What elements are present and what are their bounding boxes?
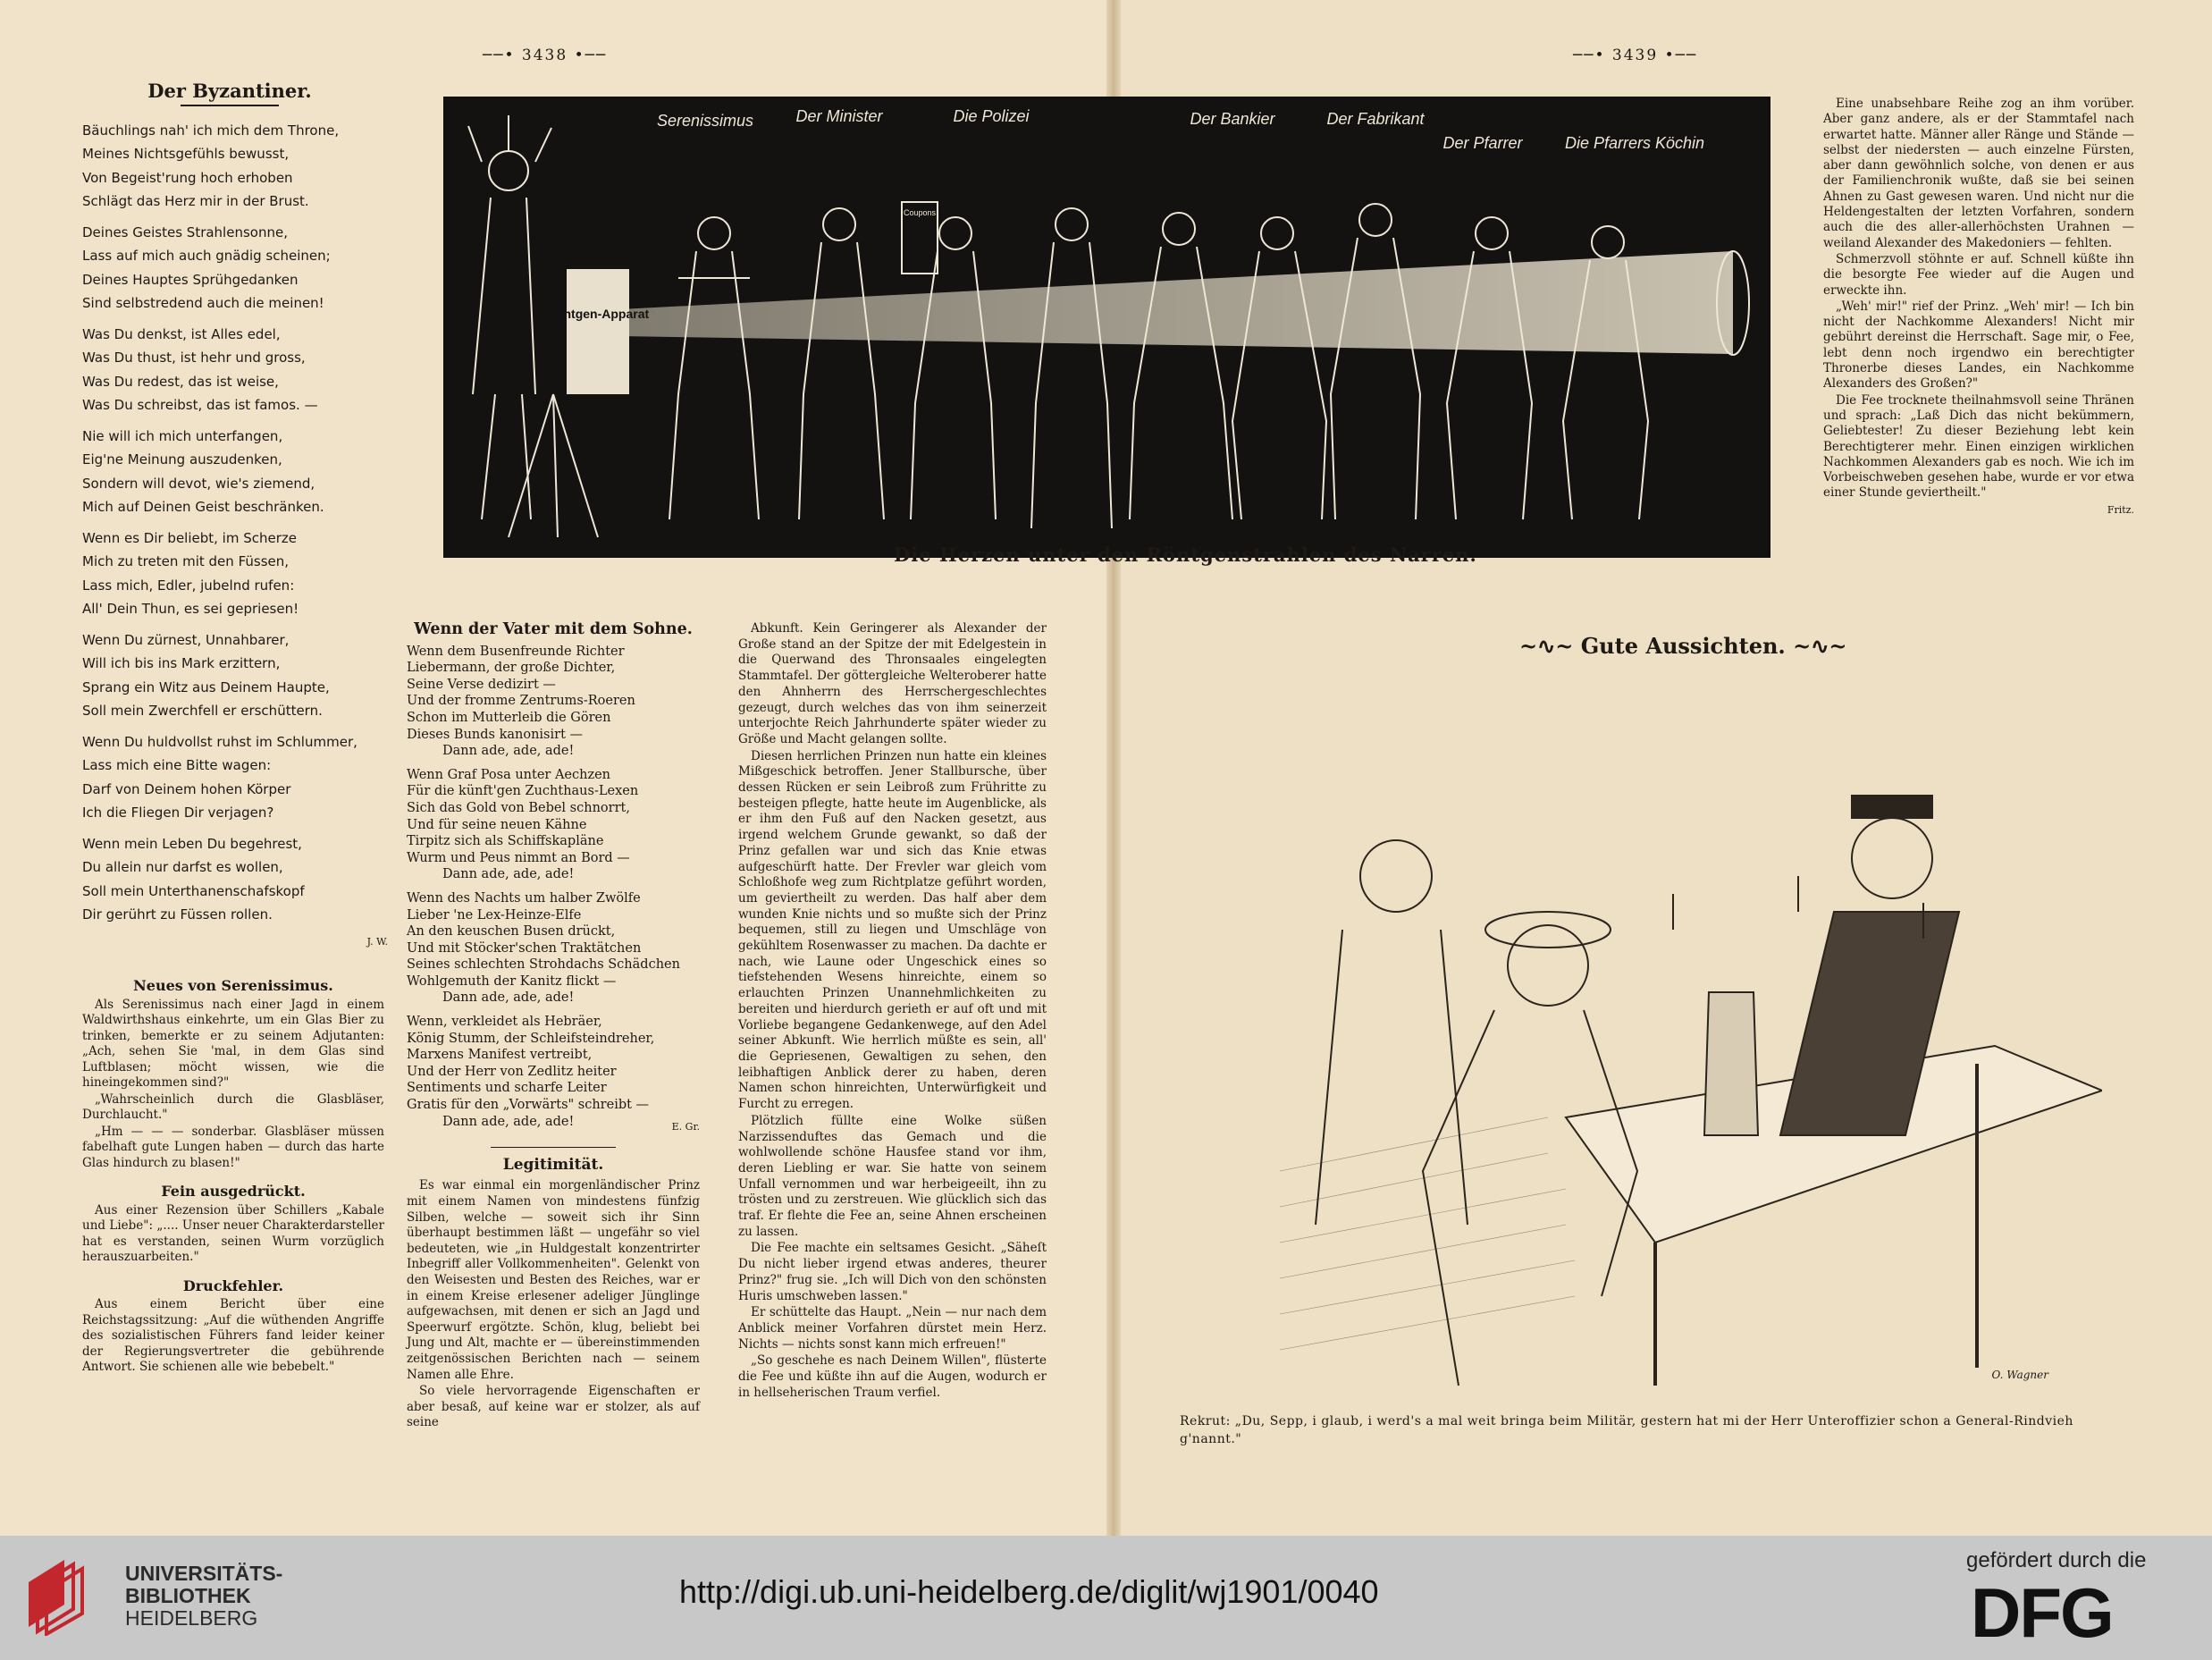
stanza [82,527,377,621]
label-minister: Der Minister [795,107,883,125]
poem-line: Dann ade, ade, ade! [442,1114,575,1129]
poem-line: Deines Hauptes Sprühgedanken [82,271,299,288]
label-pfarrer: Der Pfarrer [1442,134,1523,152]
vater-article [407,621,700,1432]
stanza [407,767,700,883]
poem-line: Soll mein Unterthanenschafskopf [82,882,305,899]
stanza [82,730,377,825]
paragraph: Es war einmal ein morgenländischer Prinz mit einem Namen von mindestens fünfzig Silben, welche — soweit sich ihr Sinn überhaupt bestimmen läßt — ungefähr so viel bedeuteten, wie „in Huldgestalt konzentrirter Inbegriff aller Vollkommenheiten". Gelenkt von den Weisesten und Besten des Reiches, war er in einem Kreise erlesener adeliger Jünglinge aufgewachsen, mit denen er sich an Jagd und Speerwurf ergötzte. Schön, klug, beliebt bei Jung und Alt, machte er — übereinstimmenden zeitgenössischen Berichten nach — seinem Namen alle Ehre. [407,1178,700,1382]
poem-line: Lass mich eine Bitte wagen: [82,757,272,773]
poem-line: Wenn, verkleidet als Hebräer, [407,1015,602,1030]
source-url-link[interactable]: http://digi.ub.uni-heidelberg.de/diglit/wj1901/0040 [679,1573,1379,1610]
poem-line: Lieber 'ne Lex-Heinze-Elfe [407,907,582,923]
byzantiner-title: Der Byzantiner. [147,80,312,102]
poem-line: Sind selbstredend auch die meinen! [82,295,324,311]
poem-line: Wenn Du zürnest, Unnahbarer, [82,631,290,648]
poem-line: Will ich bis ins Mark erzittern, [82,655,281,671]
serenissimus-text [82,998,384,1172]
poem-line: Wenn es Dir beliebt, im Scherze [82,529,297,546]
poem-line: Was Du redest, das ist weise, [82,373,279,390]
coupons-label: Coupons [903,208,937,217]
page-number-left: ──• 3438 •── [483,46,608,64]
stanza [407,890,700,1007]
poem-line: Für die künft'gen Zuchthaus-Lexen [407,784,639,799]
poem-line: Und für seine neuen Kähne [407,817,587,832]
paragraph: „Hm — — — sonderbar. Glasbläser müssen fabelhaft gute Lungen haben — durch das harte Glas hindurch zu blasen!" [82,1124,384,1170]
poem-line: Dann ade, ade, ade! [442,990,575,1006]
camera-label: Röntgen-Apparat [546,307,650,321]
gute-illustration [1280,670,2102,1412]
byzantiner-signature: J. W. [366,936,388,948]
story-signature: Fritz. [2107,503,2134,516]
poem-line: Lass mich, Edler, jubelnd rufen: [82,577,295,594]
stanza [82,628,377,723]
poem-line: Sich das Gold von Bebel schnorrt, [407,800,630,815]
poem-line: Meines Nichtsgefühls bewusst, [82,146,290,162]
poem-line: Eig'ne Meinung auszudenken, [82,451,282,468]
stanza [407,1014,700,1130]
poem-line: Wenn Graf Posa unter Aechzen [407,767,611,782]
poem-line: Wohlgemuth der Kanitz flickt — [407,973,617,989]
roentgen-caption: Die Herzen unter den Röntgenstrahlen des Narren. [894,544,1477,566]
paragraph: So viele hervorragende Eigenschaften er aber besaß, auf keine war er stolzer, als auf seine [407,1384,700,1430]
footer-bar [0,1536,2212,1660]
poem-line: Gratis für den „Vorwärts" schreibt — [407,1098,650,1113]
paragraph: „So geschehe es nach Deinem Willen", flüsterte die Fee und küßte ihn auf die Augen, wodurch er in hellseherischen Traum verfiel. [738,1353,1047,1400]
roentgen-drawing [446,99,1768,555]
poem-line: Was Du thust, ist hehr und gross, [82,350,306,366]
label-fabrikant: Der Fabrikant [1326,110,1425,128]
stanza [82,832,377,927]
poem-line: Von Begeist'rung hoch erhoben [82,169,293,186]
gute-drawing [1280,670,2102,1412]
poem-line: Seine Verse dedizirt — [407,677,556,692]
poem-line: Du allein nur darfst es wollen, [82,859,283,875]
poem-line: Und der Herr von Zedlitz heiter [407,1064,617,1079]
poem-line: Und mit Stöcker'schen Traktätchen [407,940,642,956]
legitimitaet-text [407,1178,700,1431]
stanza [82,323,377,417]
poem-line: Dann ade, ade, ade! [442,744,575,759]
stanza [82,425,377,519]
byzantiner-article [82,80,388,948]
poem-line: An den keuschen Busen drückt, [407,924,616,940]
poem-line: König Stumm, der Schleifsteindreher, [407,1031,655,1046]
poem-line: Marxens Manifest vertreibt, [407,1048,593,1063]
paragraph: „Weh' mir!" rief der Prinz. „Weh' mir! — Ich bin nicht der Nachkomme Alexanders! Nicht mir gebührt dereinst die Herrschaft. Sage mir, o Fee, lebt denn noch irgendwo ein berechtigter Thronerbe dieses Landes, ein Nachkomme Alexanders des Großen?" [1823,299,2134,392]
poem-line: Dir gerührt zu Füssen rollen. [82,906,273,923]
druckfehler-title: Druckfehler. [182,1277,284,1294]
paragraph: Als Serenissimus nach einer Jagd in einem Waldwirthshaus einkehrte, um ein Glas Bier zu trinken, bemerkte er zu seinem Adjutanten: „Ach, sehen Sie 'mal, in dem Glas sind Luftblasen; möcht wissen, wie die hineingekommen sind?" [82,997,384,1090]
byzantiner-poem [82,119,377,927]
paragraph: Eine unabsehbare Reihe zog an ihm vorüber. Aber ganz andere, als er der Stammtafel nach erwartet hatte. Männer aller Ränge und Stände — selbst der niedersten — auch einzelne Fürsten, aber dann gewöhnlich solche, von denen er aus der Familienchronik wußte, daß sie bei seinen Ahnen zu Gast gewesen waren. Und nicht nur die Heldengestalten der letzten Vorfahren, sondern auch die des aller-allerhöchsten Urahnen — weiland Alexander des Makedoniers — fehlten. [1823,97,2134,250]
poem-line: Ich die Fliegen Dir verjagen? [82,805,274,821]
vater-signature: E. Gr. [671,1121,700,1133]
fein-text: Aus einer Rezension über Schillers „Kabale und Liebe": „.... Unser neuer Charakterdarsteller hat es verstanden, seinen Wurm vorzüglich herauszuarbeiten." [82,1202,384,1264]
poem-line: Wenn des Nachts um halber Zwölfe [407,890,641,906]
poem-line: Nie will ich mich unterfangen, [82,427,283,444]
poem-line: Lass auf mich auch gnädig scheinen; [82,248,331,264]
poem-line: Sondern will devot, wie's ziemend, [82,475,315,492]
divider [491,1147,616,1148]
poem-line: Schlägt das Herz mir in der Brust. [82,193,309,209]
poem-line: Wenn dem Busenfreunde Richter [407,644,625,659]
artist-signature: O. Wagner [1991,1369,2048,1381]
story-continuation [1823,97,2134,518]
abkunft-text [738,621,1047,1401]
poem-line: Sentiments und scharfe Leiter [407,1081,607,1096]
roentgen-illustration [443,97,1770,558]
poem-line: Sprang ein Witz aus Deinem Haupte, [82,678,330,695]
abkunft-column [738,621,1047,1402]
dfg-logo: DFG [1971,1573,2113,1652]
poem-line: Dann ade, ade, ade! [442,867,575,882]
paragraph: Diesen herrlichen Prinzen nun hatte ein kleines Mißgeschick betroffen. Jener Stallbursche, über dessen Rücken er sein Leibroß zum Frühritte zu besteigen pflegte, hatte heute im Augenblicke, als er ihm den Fuß auf den Nacken gesetzt, aus irgend welchem Grunde gewankt, so daß der Prinz gefallen war und sich das Knie etwas aufgeschürft hatte. Der Frevler war gleich vom Schloßhofe weg zum Richtplatze geführt worden, um geviertheilt zu werden. Das half aber dem wunden Knie nichts und so mußte sich der Prinz bequemen, still zu liegen und Umschläge von gekühltem Rosenwasser zu machen. Da dachte er nach, wie Laune oder Ungeschick eines so tiefstehenden Wesens hinreichte, einem so erlauchten Prinzen Unannehmlichkeiten zu bereiten und hierdurch gerieth er auf oft und mit Vorliebe begangene Gedankenwege, auf den Adel seiner Abkunft. Wie herrlich müßte es sein, all' die Gepriesenen, Gewaltigen zu sehen, den leibhaftigen Anblick derer zu haben, deren Namen schon hinreichten, Unterwürfigkeit und Furcht zu erregen. [738,748,1047,1112]
label-serenissimus: Serenissimus [656,112,754,130]
paragraph: Er schüttelte das Haupt. „Nein — nur nach dem Anblick meiner Vorfahren dürstet mein Herz. Nichts — nichts sonst kann mich erfreuen!" [738,1305,1047,1352]
legitimitaet-title: Legitimität. [502,1155,604,1174]
poem-line: Und der fromme Zentrums-Roeren [407,694,635,709]
page-number-right: ──• 3439 •── [1573,46,1698,64]
stanza [407,644,700,760]
serenissimus-title: Neues von Serenissimus. [133,977,333,994]
poem-line: Tirpitz sich als Schiffskapläne [407,834,604,849]
poem-line: Mich zu treten mit den Füssen, [82,553,290,569]
gute-caption: Rekrut: „Du, Sepp, i glaub, i werd's a mal weit bringa beim Militär, gestern hat mi der Herr Unteroffizier schon a General-Rindvieh g'nannt." [1180,1414,2073,1446]
paragraph: Die Fee trocknete theilnahmsvoll seine Thränen und sprach: „Laß Dich das nicht bekümmern, Geliebtester! Zu dieser Beziehung lebt kein Berechtigterer mehr. Einen einzigen wirklichen Nachkommen Alexanders gab es noch. Wie ich im Vorbeischweben gesehen habe, wurde er vor etwa einer Stunde geviertheilt." [1823,392,2134,501]
poem-line: Bäuchlings nah' ich mich dem Throne, [82,122,340,139]
vater-title: Wenn der Vater mit dem Sohne. [414,620,693,638]
poem-line: Was Du schreibst, das ist famos. — [82,397,318,413]
poem-line: Mich auf Deinen Geist beschränken. [82,499,324,515]
library-name: UNIVERSITÄTS- BIBLIOTHEK HEIDELBERG [125,1562,283,1630]
fein-title: Fein ausgedrückt. [161,1183,306,1200]
paragraph: Plötzlich füllte eine Wolke süßen Narzissenduftes das Gemach und die wohlwollende schöne Hausfee stand vor ihm, deren Liebling er war. Sie hatte von seinem Unfall vernommen und war herbeigeeilt, ihn zu trösten und zu zerstreuen. Wie glücklich sich das traf. Er flehte die Fee an, seine Ahnen erscheinen zu lassen. [738,1113,1047,1239]
vater-poem [407,644,700,1131]
xray-beam [620,251,1733,354]
poem-line: Seines schlechten Strohdachs Schädchen [407,957,680,973]
poem-line: Deines Geistes Strahlensonne, [82,223,288,240]
stanza [82,119,377,214]
poem-line: Soll mein Zwerchfell er erschüttern. [82,703,323,719]
gute-title: ~∿~ Gute Aussichten. ~∿~ [1519,633,1847,659]
roentgen-camera [567,269,629,394]
serenissimus-article [82,978,384,1376]
funder-text: gefördert durch die [1966,1548,2147,1572]
label-bankier: Der Bankier [1190,110,1275,128]
poem-line: Schon im Mutterleib die Gören [407,710,611,725]
poem-line: Wurm und Peus nimmt an Bord — [407,850,630,865]
poem-line: Dieses Bunds kanonisirt — [407,727,584,742]
paragraph: Abkunft. Kein Geringerer als Alexander der Große stand an der Spitze der mit Edelgestein in die Querwand des Thronsaales eingelegten Stammtafel. Der göttergleiche Welteroberer hatte den Ahnherrn des Herrschergeschlechtes gezeugt, durch welches das von ihm seinerzeit unterjochte Reich Jahrhunderte später wieder zu Größe und Macht gelangen sollte. [738,621,1047,746]
library-logo-icon [20,1555,109,1636]
story-continuation-text [1823,97,2134,501]
druckfehler-text: Aus einem Bericht über eine Reichstagssitzung: „Auf die wüthenden Angriffe des sozialistischen Führers fand leider keiner der Regierungsvertreter die gebührende Antwort. Sie schienen alle wie bebebelt." [82,1297,384,1374]
paragraph: Die Fee machte ein seltsames Gesicht. „Säheſt Du nicht lieber irgend etwas anderes, theurer Prinz?" frug sie. „Ich will Dich von den schönsten Huris umschweben lassen." [738,1241,1047,1303]
poem-line: Liebermann, der große Dichter, [407,661,616,676]
poem-line: Wenn mein Leben Du begehrest, [82,835,302,852]
poem-line: Was Du denkst, ist Alles edel, [82,325,281,342]
poem-line: All' Dein Thun, es sei gepriesen! [82,601,299,617]
stanza [82,221,377,316]
title-rule [181,105,279,106]
paragraph: „Wahrscheinlich durch die Glasbläser, Durchlaucht." [82,1091,384,1122]
poem-line: Wenn Du huldvollst ruhst im Schlummer, [82,733,357,750]
paragraph: Schmerzvoll stöhnte er auf. Schnell küßte ihn die besorgte Fee wieder auf die Augen und erweckte ihn. [1823,251,2134,298]
label-polizei: Die Polizei [953,107,1030,125]
label-koechin: Die Pfarrers Köchin [1564,134,1705,152]
poem-line: Darf von Deinem hohen Körper [82,780,291,797]
